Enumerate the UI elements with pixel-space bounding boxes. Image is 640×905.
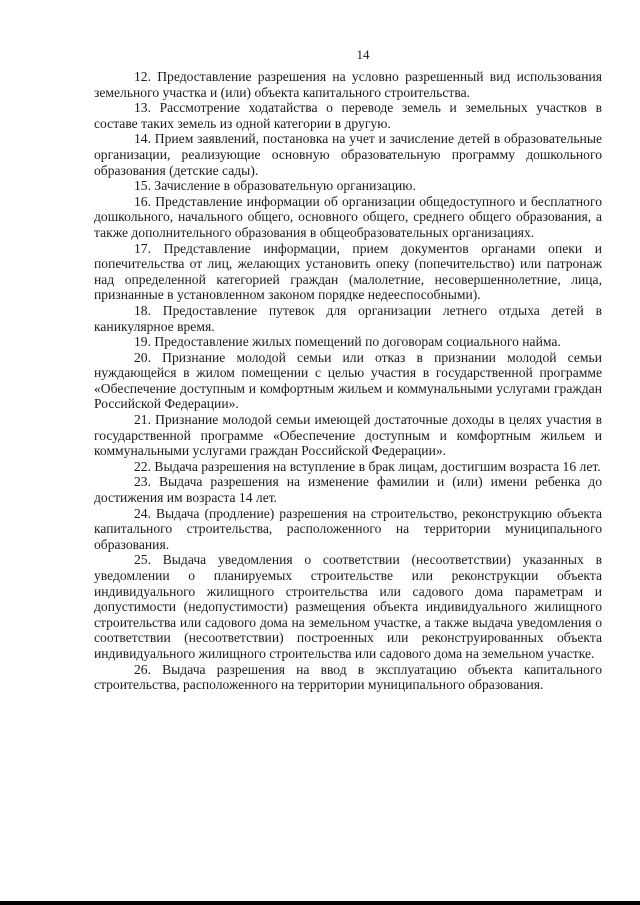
list-item: 16. Представление информации об организации общедоступного и бесплатного дошкольного, начального общего, основного общего, среднего общего образования, а также дополнительного образования в общеобразовательных организациях.	[94, 193, 602, 240]
list-item: 13. Рассмотрение ходатайства о переводе земель и земельных участков в составе таких земель из одной категории в другую.	[94, 100, 602, 131]
list-item: 15. Зачисление в образовательную организацию.	[134, 178, 416, 194]
list-item: 18. Предоставление путевок для организации летнего отдыха детей в каникулярное время.	[94, 302, 602, 334]
list-item: 14. Прием заявлений, постановка на учет и зачисление детей в образовательные организации, реализующие основную образовательную программу дошкольного образования (детские сады).	[94, 131, 602, 178]
list-item: 12. Предоставление разрешения на условно разрешенный вид использования земельного участка и (или) объекта капитального строительства.	[94, 69, 602, 100]
scan-border	[0, 901, 640, 905]
list-item: 24. Выдача (продление) разрешения на строительство, реконструкцию объекта капитального строительства, расположенного на территории муниципального образования.	[94, 505, 602, 552]
list-item: 26. Выдача разрешения на ввод в эксплуатацию объекта капитального строительства, расположенного на территории муниципального образования.	[94, 661, 602, 693]
list-item: 23. Выдача разрешения на изменение фамилии и (или) имени ребенка до достижения им возраста 14 лет.	[94, 474, 602, 506]
list-item: 25. Выдача уведомления о соответствии (несоответствии) указанных в уведомлении о планируемых строительстве или реконструкции объекта индивидуального жилищного строительства или садового дома параметрам и допустимости (недопустимости) размещения объекта индивидуального жилищного строительства или садового дома на земельном участке, а также выдача уведомления о соответствии (несоответствии) построенных или реконструированных объекта индивидуального жилищного строительства или садового дома на земельном участке.	[94, 552, 602, 661]
list-item: 19. Предоставление жилых помещений по договорам социального найма.	[134, 334, 561, 350]
list-item: 17. Представление информации, прием документов органами опеки и попечительства от лиц, желающих установить опеку (попечительство) или патронаж над определенной категорией граждан (малолетние, несовершеннолетние, лица, признанные в установленном законом порядке недееспособными).	[94, 240, 602, 303]
services-list	[94, 69, 602, 693]
list-item: 22. Выдача разрешения на вступление в брак лицам, достигшим возраста 16 лет.	[134, 458, 601, 474]
list-item: 21. Признание молодой семьи имеющей достаточные доходы в целях участия в государственной программе «Обеспечение доступным и комфортным жильем и коммунальными услугами граждан Российской Федерации».	[94, 412, 602, 459]
page-number: 14	[356, 47, 370, 62]
list-item: 20. Признание молодой семьи или отказ в признании молодой семьи нуждающейся в жилом помещении с целью участия в государственной программе «Обеспечение доступным и комфортным жильем и коммунальными услугами граждан Российской Федерации».	[94, 349, 602, 412]
